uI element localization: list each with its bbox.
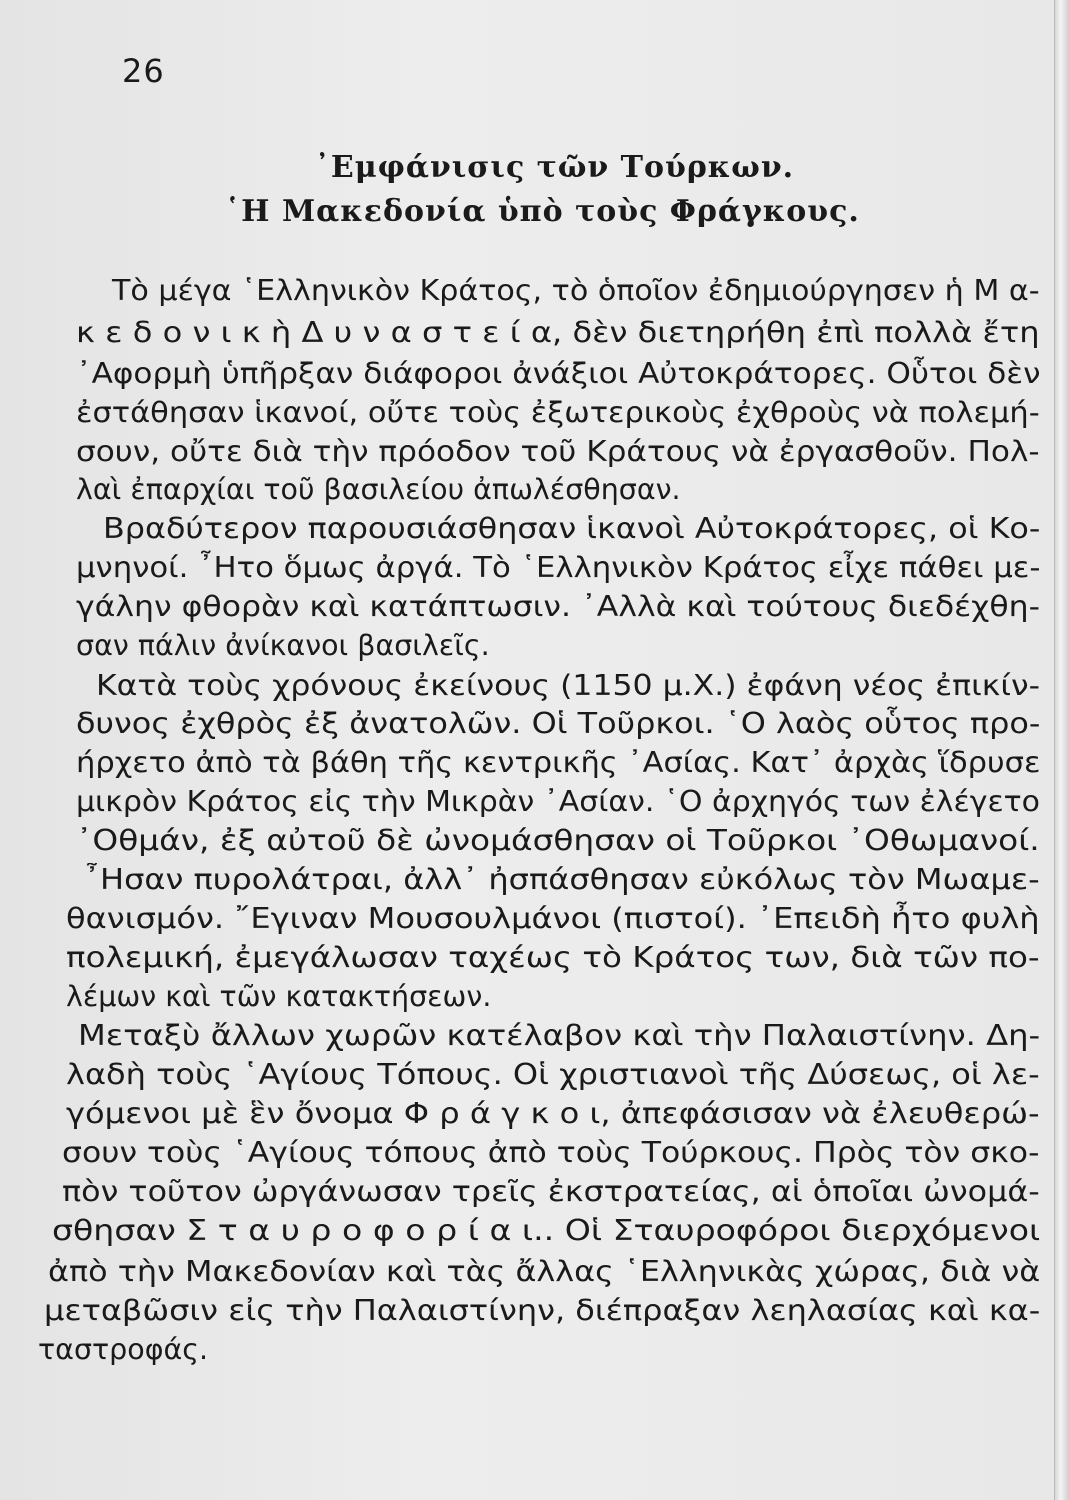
text-line: θανισμόν. ῎Εγιναν Μουσουλμάνοι (πιστοί). ᾿Επειδὴ ἦτο φυλὴ [66, 902, 1040, 935]
text-line: σουν, οὔτε διὰ τὴν πρόοδον τοῦ Κράτους νὰ ἐργασθοῦν. Πολ- [76, 435, 1040, 468]
chapter-subtitle: ῾Η Μακεδονία ὑπὸ τοὺς Φράγκους. [225, 194, 860, 229]
text-line: πὸν τοῦτον ὠργάνωσαν τρεῖς ἐκστρατείας, αἱ ὁποῖαι ὠνομά- [62, 1175, 1040, 1208]
text-line: μικρὸν Κράτος εἰς τὴν Μικρὰν ᾿Ασίαν. ῾Ο ἀρχηγός των ἐλέγετο [76, 785, 1041, 818]
text-line: ταστροφάς. [38, 1333, 209, 1366]
text-line: μνηνοί. ῏Ητο ὅμως ἀργά. Τὸ ῾Ελληνικὸν Κράτος εἶχε πάθει με- [76, 551, 1041, 584]
text-line: λαὶ ἐπαρχίαι τοῦ βασιλείου ἀπωλέσθησαν. [76, 473, 681, 506]
text-line: ἀπὸ τὴν Μακεδονίαν καὶ τὰς ἄλλας ῾Ελληνικὰς χώρας, διὰ νὰ [48, 1255, 1041, 1288]
text-line: κ ε δ ο ν ι κ ὴ Δ υ ν α σ τ ε ί α, δὲν διετηρήθη ἐπὶ πολλὰ ἔτη [76, 316, 1040, 349]
text-line: Μεταξὺ ἄλλων χωρῶν κατέλαβον καὶ τὴν Παλαιστίνην. Δη- [78, 1019, 1041, 1052]
chapter-title: ᾿Εμφάνισις τῶν Τούρκων. [314, 150, 795, 185]
text-line: Κατὰ τοὺς χρόνους ἐκείνους (1150 μ.Χ.) ἐφάνη νέος ἐπικίν- [96, 669, 1040, 702]
text-line: γάλην φθορὰν καὶ κατάπτωσιν. ᾿Αλλὰ καὶ τούτους διεδέχθη- [76, 590, 1040, 623]
page-number: 26 [122, 52, 165, 90]
text-line: γόμενοι μὲ ἓν ὄνομα Φ ρ ά γ κ ο ι, ἀπεφάσισαν νὰ ἐλευθερώ- [66, 1097, 1040, 1130]
text-line: ἐστάθησαν ἱκανοί, οὔτε τοὺς ἐξωτερικοὺς ἐχθροὺς νὰ πολεμή- [76, 396, 1040, 429]
text-line: λαδὴ τοὺς ῾Αγίους Τόπους. Οἱ χριστιανοὶ τῆς Δύσεως, οἱ λε- [66, 1058, 1040, 1091]
text-line: λέμων καὶ τῶν κατακτήσεων. [66, 980, 492, 1013]
text-line: ήρχετο ἀπὸ τὰ βάθη τῆς κεντρικῆς ᾿Ασίας. Κατ᾿ ἀρχὰς ἵδρυσε [76, 746, 1041, 779]
text-line: πολεμική, ἐμεγάλωσαν ταχέως τὸ Κράτος των, διὰ τῶν πο- [66, 941, 1040, 974]
text-line: ῏Ησαν πυρολάτραι, ἀλλ᾿ ἠσπάσθησαν εὐκόλως τὸν Μωαμε- [84, 863, 1040, 896]
text-line: σαν πάλιν ἀνίκανοι βασιλεῖς. [76, 629, 490, 662]
text-line: ᾿Αφορμὴ ὑπῆρξαν διάφοροι ἀνάξιοι Αὐτοκράτορες. Οὗτοι δὲν [76, 357, 1041, 390]
text-line: Τὸ μέγα ῾Ελληνικὸν Κράτος, τὸ ὁποῖον ἐδημιούργησεν ἡ Μ α- [112, 274, 1040, 307]
text-line: μεταβῶσιν εἰς τὴν Παλαιστίνην, διέπραξαν λεηλασίας καὶ κα- [44, 1294, 1041, 1327]
text-line: σουν τοὺς ῾Αγίους τόπους ἀπὸ τοὺς Τούρκους. Πρὸς τὸν σκο- [62, 1136, 1040, 1169]
text-line: δυνος ἐχθρὸς ἐξ ἀνατολῶν. Οἱ Τοῦρκοι. ῾Ο λαὸς οὗτος προ- [76, 707, 1041, 740]
text-line: Βραδύτερον παρουσιάσθησαν ἱκανοὶ Αὐτοκράτορες, οἱ Κο- [103, 512, 1041, 545]
text-line: σθησαν Σ τ α υ ρ ο φ ο ρ ί α ι.. Οἱ Σταυροφόροι διερχόμενοι [52, 1214, 1041, 1247]
text-line: ᾿Οθμάν, ἐξ αὐτοῦ δὲ ὠνομάσθησαν οἱ Τοῦρκοι ᾿Οθωμανοί. [76, 824, 1040, 857]
